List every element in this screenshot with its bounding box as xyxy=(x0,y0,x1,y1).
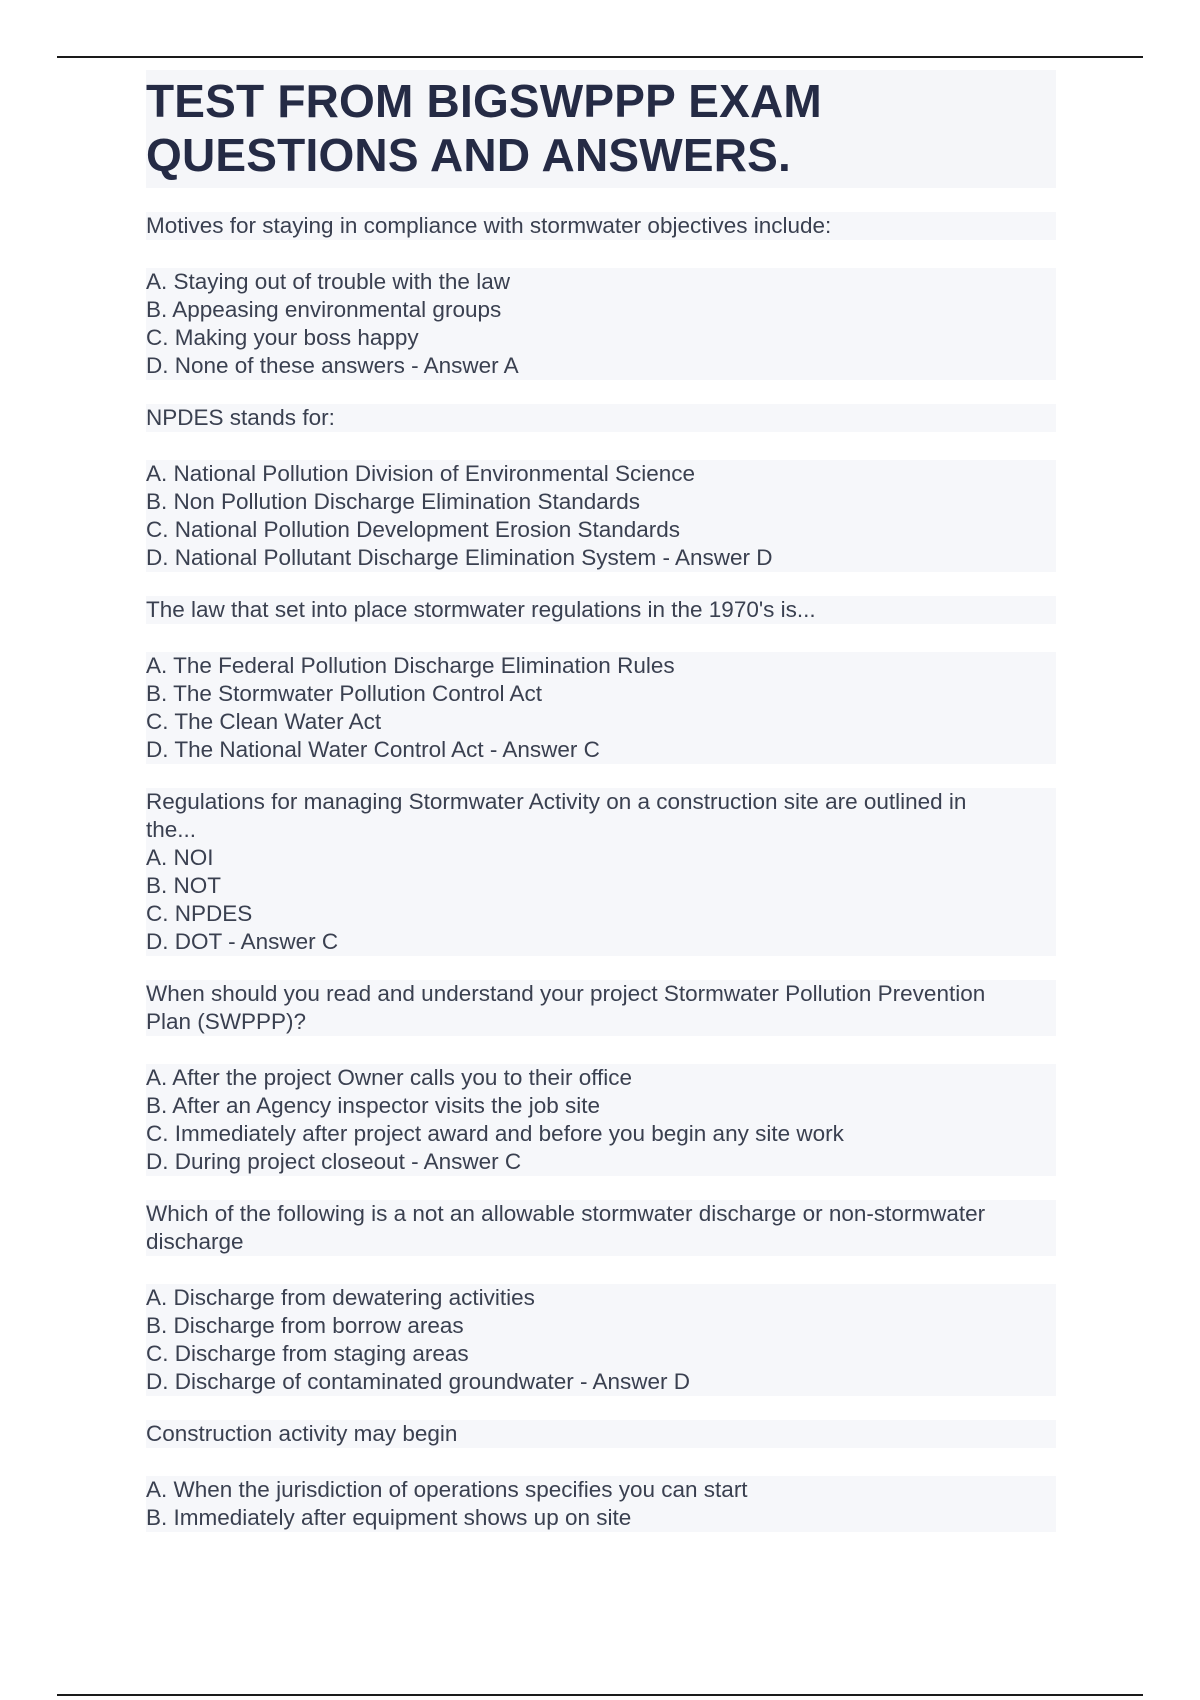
option-list xyxy=(146,1284,1056,1396)
question-block xyxy=(146,212,1056,380)
option-list xyxy=(146,268,1056,380)
question-line: Which of the following is a not an allowable stormwater discharge or non-stormwater xyxy=(146,1200,1056,1228)
option-list xyxy=(146,1476,1056,1532)
option-d: D. None of these answers - Answer A xyxy=(146,352,1056,380)
question-block xyxy=(146,1200,1056,1396)
option-a: A. The Federal Pollution Discharge Elimination Rules xyxy=(146,652,1056,680)
option-a: A. Staying out of trouble with the law xyxy=(146,268,1056,296)
question-line: When should you read and understand your project Stormwater Pollution Prevention xyxy=(146,980,1056,1008)
document-body xyxy=(146,70,1056,1532)
question-line: Regulations for managing Stormwater Activity on a construction site are outlined in xyxy=(146,788,1056,816)
question-text: Motives for staying in compliance with stormwater objectives include: xyxy=(146,212,1056,240)
option-list xyxy=(146,652,1056,764)
option-c: C. Discharge from staging areas xyxy=(146,1340,1056,1368)
option-a: A. When the jurisdiction of operations specifies you can start xyxy=(146,1476,1056,1504)
option-list xyxy=(146,1064,1056,1176)
question-text xyxy=(146,788,1056,844)
option-b: B. Appeasing environmental groups xyxy=(146,296,1056,324)
question-text xyxy=(146,1200,1056,1256)
option-list xyxy=(146,844,1056,956)
top-rule xyxy=(57,56,1143,58)
option-a: A. NOI xyxy=(146,844,1056,872)
question-line: Plan (SWPPP)? xyxy=(146,1008,1056,1036)
option-b: B. NOT xyxy=(146,872,1056,900)
question-line: discharge xyxy=(146,1228,1056,1256)
option-c: C. National Pollution Development Erosion Standards xyxy=(146,516,1056,544)
option-b: B. Discharge from borrow areas xyxy=(146,1312,1056,1340)
option-a: A. National Pollution Division of Environmental Science xyxy=(146,460,1056,488)
option-b: B. Immediately after equipment shows up on site xyxy=(146,1504,1056,1532)
option-a: A. Discharge from dewatering activities xyxy=(146,1284,1056,1312)
question-block xyxy=(146,788,1056,956)
option-b: B. Non Pollution Discharge Elimination Standards xyxy=(146,488,1056,516)
option-c: C. Immediately after project award and before you begin any site work xyxy=(146,1120,1056,1148)
question-text: NPDES stands for: xyxy=(146,404,1056,432)
option-d: D. National Pollutant Discharge Elimination System - Answer D xyxy=(146,544,1056,572)
bottom-rule xyxy=(57,1694,1143,1696)
question-text xyxy=(146,980,1056,1036)
question-block xyxy=(146,596,1056,764)
option-b: B. The Stormwater Pollution Control Act xyxy=(146,680,1056,708)
option-c: C. Making your boss happy xyxy=(146,324,1056,352)
question-text: Construction activity may begin xyxy=(146,1420,1056,1448)
option-d: D. Discharge of contaminated groundwater - Answer D xyxy=(146,1368,1056,1396)
question-block xyxy=(146,980,1056,1176)
question-block xyxy=(146,1420,1056,1532)
option-b: B. After an Agency inspector visits the job site xyxy=(146,1092,1056,1120)
question-block xyxy=(146,404,1056,572)
option-a: A. After the project Owner calls you to their office xyxy=(146,1064,1056,1092)
option-c: C. The Clean Water Act xyxy=(146,708,1056,736)
question-text: The law that set into place stormwater regulations in the 1970's is... xyxy=(146,596,1056,624)
option-d: D. The National Water Control Act - Answer C xyxy=(146,736,1056,764)
question-line: the... xyxy=(146,816,1056,844)
option-c: C. NPDES xyxy=(146,900,1056,928)
option-d: D. DOT - Answer C xyxy=(146,928,1056,956)
document-title: TEST FROM BIGSWPPP EXAM QUESTIONS AND ANSWERS. xyxy=(146,70,1056,188)
option-list xyxy=(146,460,1056,572)
option-d: D. During project closeout - Answer C xyxy=(146,1148,1056,1176)
